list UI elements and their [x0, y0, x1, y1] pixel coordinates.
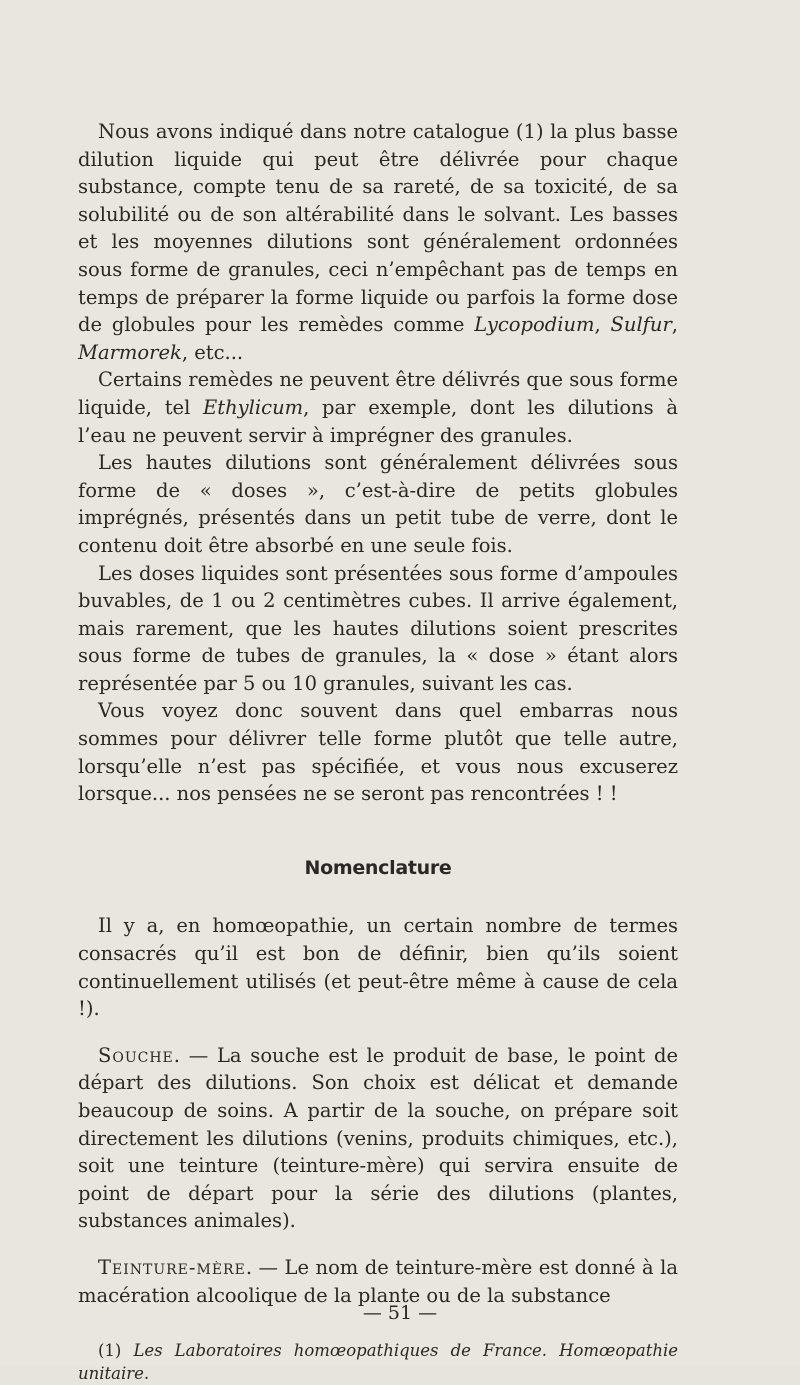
footnote — [78, 1339, 678, 1385]
page-number: — 51 — — [362, 1302, 438, 1324]
text-run: Les hautes dilutions sont généralement délivrées sous forme de « doses », c’est-à-dire de petits globules imprégnés, présentés dans un petit tube de verre, dont le contenu doit être absorbé en une seule fois. — [78, 451, 678, 557]
text-run: , — [671, 313, 678, 337]
paragraph — [78, 912, 678, 1022]
text-run: Vous voyez donc souvent dans quel embarras nous sommes pour délivrer telle forme plutôt que telle autre, lorsqu’elle n’est pas spécifiée, et vous nous excuserez lorsque... nos pensées ne se seront pas rencontrées ! ! — [78, 699, 678, 806]
body-text — [78, 118, 678, 1385]
term-label: Teinture-mère — [98, 1255, 246, 1279]
text-run: . — La souche est le produit de base, le point de départ des dilutions. Son choix est délicat et demande beaucoup de soins. A partir de la souche, on prépare soit directement les dilutions (venins, produits chimiques, etc.), soit une teinture (teinture-mère) qui servira ensuite de point de départ pour la série des dilutions (plantes, substances animales). — [78, 1043, 678, 1233]
text-run: Certains remèdes ne peuvent être délivrés que sous forme liquide, tel — [78, 368, 679, 419]
paragraph — [78, 697, 678, 807]
italic-term: Marmorek — [78, 340, 182, 364]
text-run: , — [594, 313, 611, 337]
text-run: , etc... — [181, 340, 244, 364]
text-run: , par exemple, dont les dilutions à l’eau ne peuvent servir à imprégner des granules. — [78, 395, 679, 447]
italic-term: Lycopodium — [474, 313, 595, 337]
term-label: Souche — [98, 1043, 174, 1067]
paragraph — [78, 449, 678, 559]
footnote-text: Les Laboratoires homœopathiques de France. Homœopathie unitaire. — [78, 1341, 678, 1384]
paragraph — [78, 118, 678, 366]
text-run: . — Le nom de teinture-mère est donné à la macération alcoolique de la plante ou de la substance — [78, 1255, 678, 1307]
definition-paragraph — [78, 1042, 678, 1235]
text-run: Nous avons indiqué dans notre catalogue (1) la plus basse dilution liquide qui peut être délivrée pour chaque substance, compte tenu de sa rareté, de sa toxicité, de sa solubilité ou de son altérabilité dans le solvant. Les basses et les moyennes dilutions sont généralement ordonnées sous forme de granules, ceci n’empêchant pas de temps en temps de préparer la forme liquide ou parfois la forme dose de globules pour les remèdes comme — [78, 120, 678, 337]
section-heading: Nomenclature — [304, 856, 452, 879]
paragraph — [78, 560, 678, 698]
italic-term: Ethylicum — [203, 395, 304, 419]
italic-term: Sulfur — [610, 313, 672, 337]
footnote-number: (1) — [98, 1341, 134, 1361]
definition-paragraph — [78, 1254, 678, 1309]
text-run: Il y a, en homœopathie, un certain nombre de termes consacrés qu’il est bon de définir, bien qu’ils soient continuellement utilisés (et peut-être même à cause de cela !). — [78, 914, 678, 1021]
paragraph — [78, 366, 678, 449]
text-run: Les doses liquides sont présentées sous forme d’ampoules buvables, de 1 ou 2 centimètres cubes. Il arrive également, mais rarement, que les hautes dilutions soient prescrites sous forme de tubes de granules, la « dose » étant alors représentée par 5 ou 10 granules, suivant les cas. — [78, 561, 678, 695]
